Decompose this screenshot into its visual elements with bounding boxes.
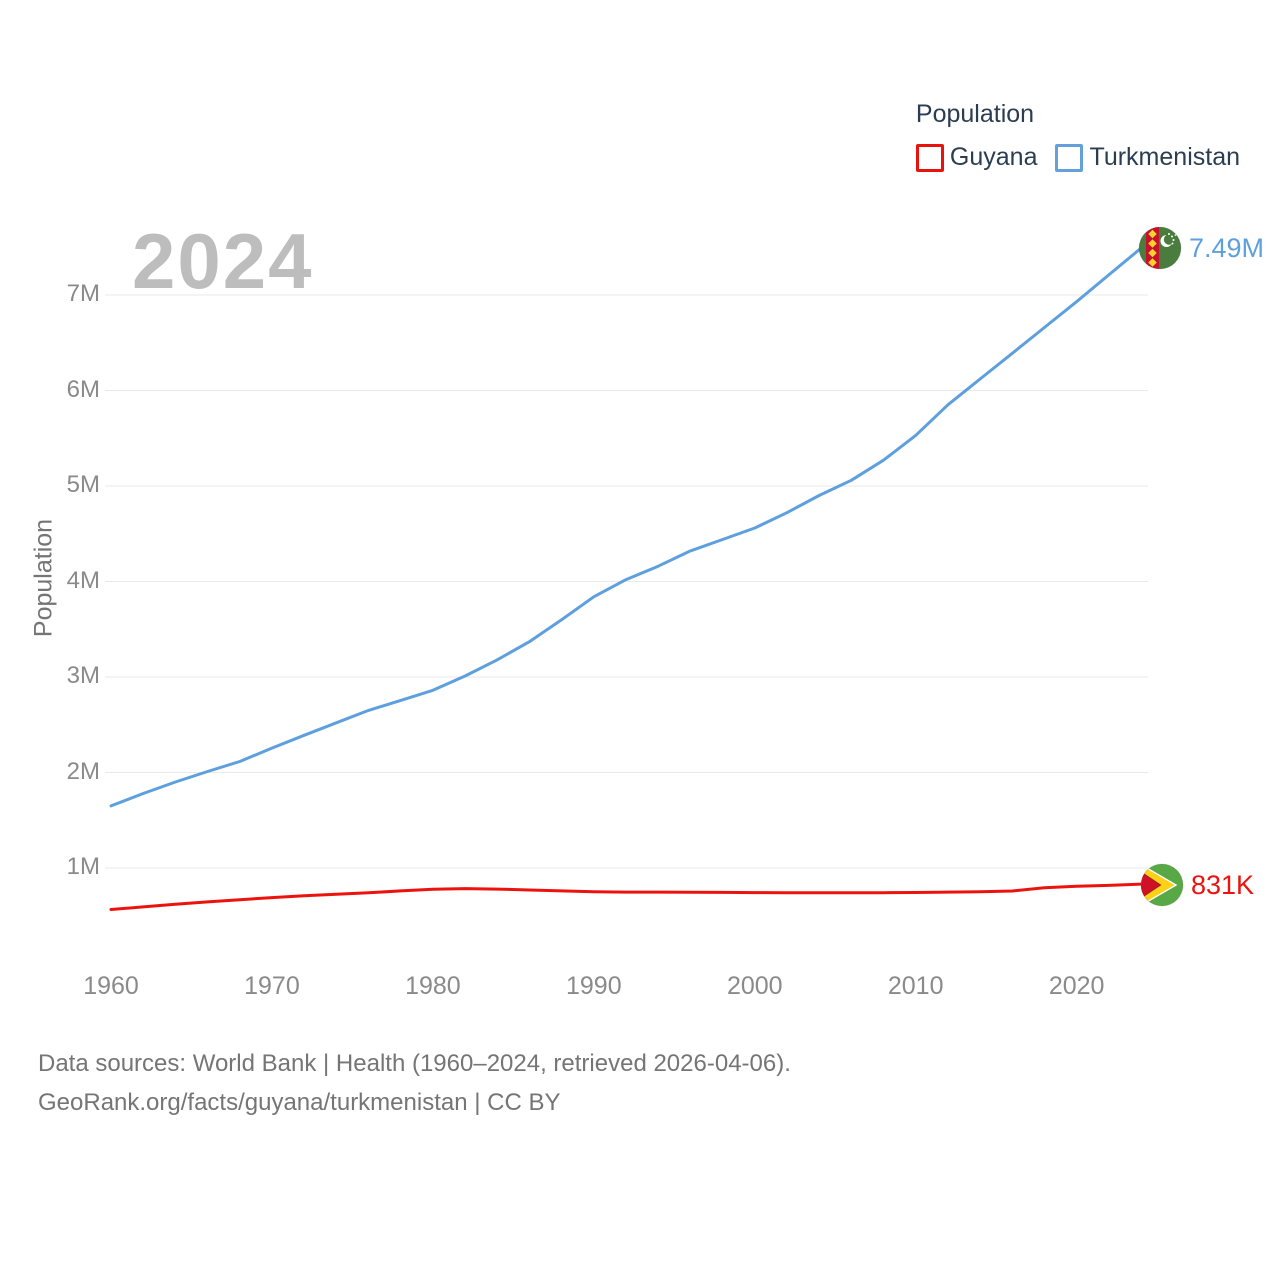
footer (38, 1044, 791, 1122)
series-line-turkmenistan[interactable] (111, 248, 1141, 806)
legend (916, 100, 1240, 172)
y-tick-5M: 5M (66, 471, 100, 498)
guyana-series-swatch-icon (916, 144, 944, 172)
end-label-turkmenistan (1138, 226, 1264, 270)
footer-attribution: GeoRank.org/facts/guyana/turkmenistan | CC BY (38, 1089, 561, 1116)
guyana-flag-icon (1140, 863, 1184, 907)
x-tick-2010: 2010 (887, 972, 944, 1000)
end-label-guyana (1140, 863, 1254, 907)
legend-items (916, 143, 1240, 172)
legend-title: Population (915, 100, 1035, 128)
legend-label-turkmenistan: Turkmenistan (1089, 143, 1240, 171)
x-tick-2020: 2020 (1048, 972, 1105, 1000)
footer-data-sources: Data sources: World Bank | Health (1960–2024, retrieved 2026-04-06). (38, 1050, 791, 1077)
y-tick-4M: 4M (66, 566, 100, 594)
legend-item-guyana[interactable] (916, 143, 1038, 172)
y-tick-6M: 6M (66, 375, 100, 403)
year-watermark: 2024 (132, 217, 314, 305)
x-tick-1980: 1980 (405, 972, 461, 1000)
x-tick-2000: 2000 (726, 972, 783, 1000)
turkmenistan-flag-icon (1138, 226, 1182, 270)
turkmenistan-series-swatch-icon (1055, 144, 1083, 172)
y-tick-2M: 2M (66, 757, 100, 785)
legend-label-guyana: Guyana (949, 143, 1038, 171)
y-axis-title: Population (29, 518, 58, 638)
y-tick-1M: 1M (66, 853, 100, 880)
guyana-end-value: 831K (1191, 869, 1255, 900)
x-tick-1990: 1990 (566, 972, 622, 1000)
y-tick-7M: 7M (66, 280, 100, 307)
legend-item-turkmenistan[interactable] (1055, 143, 1240, 172)
x-tick-1960: 1960 (83, 972, 139, 1000)
series-line-guyana[interactable] (111, 884, 1141, 909)
y-tick-3M: 3M (66, 662, 100, 689)
turkmenistan-end-value: 7.49M (1189, 232, 1265, 263)
x-tick-1970: 1970 (244, 972, 300, 1000)
